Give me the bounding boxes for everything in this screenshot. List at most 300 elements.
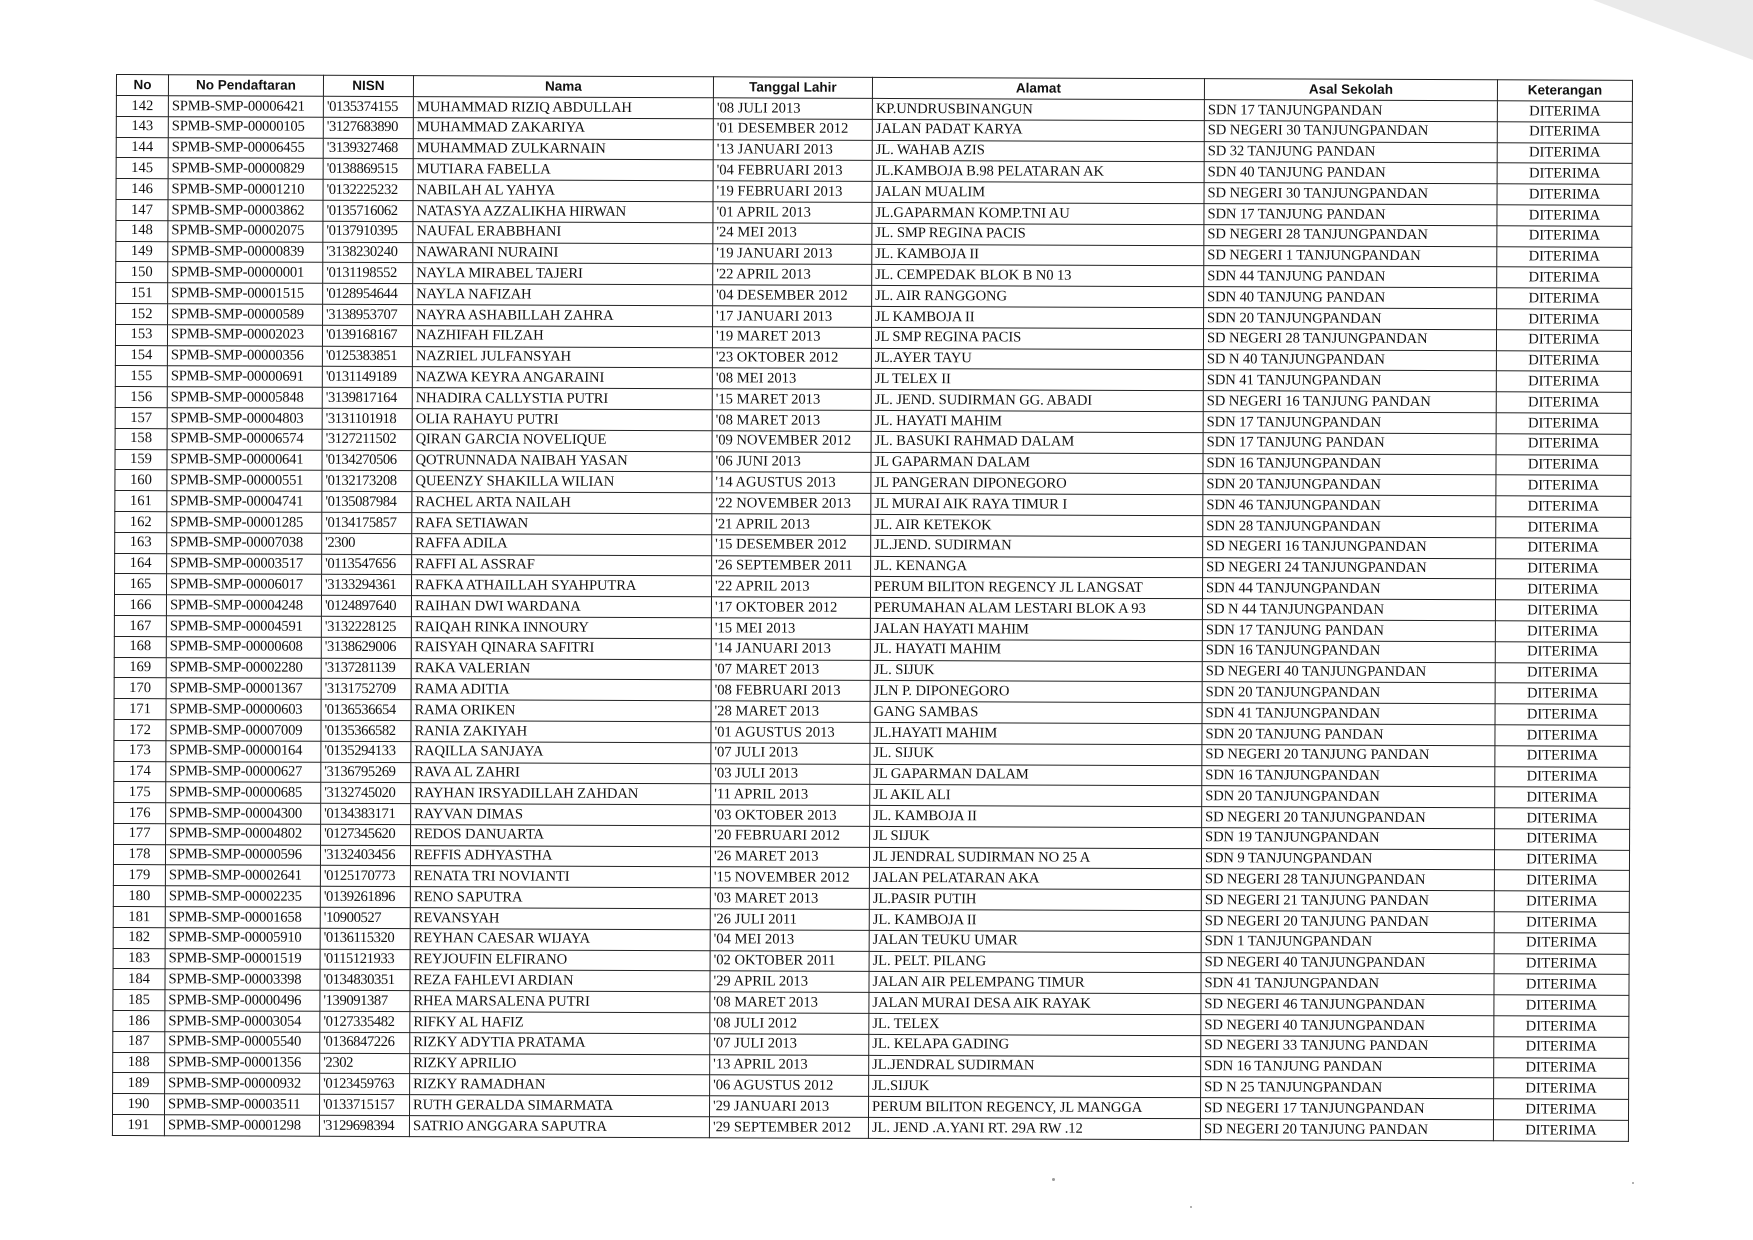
- birth-date-cell: '22 APRIL 2013: [711, 576, 870, 597]
- nisn-cell: '3127211502: [322, 429, 412, 450]
- status-cell: DITERIMA: [1495, 725, 1630, 746]
- nisn-cell: '0137910395: [323, 221, 413, 242]
- address-cell: JL. KAMBOJA II: [870, 805, 1202, 827]
- status-cell: DITERIMA: [1495, 746, 1630, 767]
- birth-date-cell: '08 FEBRUARI 2013: [711, 680, 870, 701]
- name-cell: NAZWA KEYRA ANGARAINI: [412, 367, 712, 389]
- status-cell: DITERIMA: [1494, 933, 1629, 954]
- name-cell: RAYVAN DIMAS: [411, 804, 711, 826]
- status-cell: DITERIMA: [1495, 621, 1630, 642]
- origin-school-cell: SDN 9 TANJUNGPANDAN: [1201, 848, 1494, 870]
- registration-number-cell: SPMB-SMP-00000691: [167, 366, 322, 387]
- registration-number-cell: SPMB-SMP-00000685: [166, 782, 321, 803]
- birth-date-cell: '03 MARET 2013: [710, 888, 869, 909]
- no-cell: 185: [113, 990, 165, 1011]
- name-cell: QUEENZY SHAKILLA WILIAN: [412, 471, 712, 493]
- birth-date-cell: '08 MARET 2013: [710, 992, 869, 1013]
- origin-school-cell: SD NEGERI 33 TANJUNG PANDAN: [1201, 1036, 1494, 1058]
- status-cell: DITERIMA: [1496, 434, 1631, 455]
- birth-date-cell: '15 NOVEMBER 2012: [710, 867, 869, 888]
- registration-number-cell: SPMB-SMP-00000829: [168, 158, 323, 179]
- address-cell: PERUM BILITON REGENCY JL LANGSAT: [870, 577, 1202, 599]
- origin-school-cell: SDN 16 TANJUNGPANDAN: [1202, 640, 1495, 662]
- status-cell: DITERIMA: [1494, 870, 1629, 891]
- no-cell: 187: [113, 1031, 165, 1052]
- registration-number-cell: SPMB-SMP-00001298: [164, 1115, 319, 1136]
- name-cell: RAMA ORIKEN: [411, 700, 711, 722]
- registration-number-cell: SPMB-SMP-00000839: [168, 241, 323, 262]
- status-cell: DITERIMA: [1493, 1120, 1628, 1141]
- name-cell: NAWARANI NURAINI: [413, 242, 713, 264]
- origin-school-cell: SDN 17 TANJUNGPANDAN: [1204, 100, 1497, 122]
- address-cell: JLN P. DIPONEGORO: [870, 681, 1202, 703]
- nisn-cell: '0139261896: [320, 887, 410, 908]
- status-cell: DITERIMA: [1494, 1078, 1629, 1099]
- name-cell: NAYLA NAFIZAH: [413, 284, 713, 306]
- name-cell: RIFKY AL HAFIZ: [410, 1012, 710, 1034]
- registration-number-cell: SPMB-SMP-00000164: [166, 740, 321, 761]
- registration-number-cell: SPMB-SMP-00000603: [166, 699, 321, 720]
- birth-date-cell: '19 JANUARI 2013: [713, 243, 872, 264]
- status-cell: DITERIMA: [1495, 683, 1630, 704]
- status-cell: DITERIMA: [1494, 891, 1629, 912]
- registration-number-cell: SPMB-SMP-00003398: [165, 969, 320, 990]
- status-cell: DITERIMA: [1496, 350, 1631, 371]
- no-cell: 163: [115, 532, 167, 553]
- nisn-cell: '139091387: [320, 991, 410, 1012]
- origin-school-cell: SD N 44 TANJUNGPANDAN: [1202, 599, 1495, 621]
- no-cell: 174: [114, 761, 166, 782]
- name-cell: NABILAH AL YAHYA: [413, 180, 713, 202]
- origin-school-cell: SDN 17 TANJUNG PANDAN: [1202, 620, 1495, 642]
- status-cell: DITERIMA: [1496, 538, 1631, 559]
- no-cell: 167: [114, 615, 166, 636]
- address-cell: JALAN PELATARAN AKA: [869, 868, 1201, 890]
- address-cell: JL. KAMBOJA II: [869, 909, 1201, 931]
- address-cell: JL. TELEX: [869, 1013, 1201, 1035]
- origin-school-cell: SDN 1 TANJUNGPANDAN: [1201, 932, 1494, 954]
- name-cell: NAZHIFAH FILZAH: [412, 325, 712, 347]
- scan-speck: [1190, 1206, 1192, 1208]
- nisn-cell: '3132403456: [320, 845, 410, 866]
- registration-number-cell: SPMB-SMP-00004248: [166, 595, 321, 616]
- status-cell: DITERIMA: [1497, 184, 1632, 205]
- origin-school-cell: SDN 44 TANJUNGPANDAN: [1202, 578, 1495, 600]
- registration-number-cell: SPMB-SMP-00003862: [168, 200, 323, 221]
- nisn-cell: '3133294361: [321, 575, 411, 596]
- origin-school-cell: SD NEGERI 20 TANJUNG PANDAN: [1202, 744, 1495, 766]
- name-cell: NAYLA MIRABEL TAJERI: [413, 263, 713, 285]
- nisn-cell: '0135716062: [323, 200, 413, 221]
- no-cell: 152: [116, 303, 168, 324]
- status-cell: DITERIMA: [1497, 226, 1632, 247]
- status-cell: DITERIMA: [1494, 1057, 1629, 1078]
- status-cell: DITERIMA: [1495, 787, 1630, 808]
- birth-date-cell: '13 JANUARI 2013: [713, 139, 872, 160]
- no-cell: 180: [113, 886, 165, 907]
- name-cell: RACHEL ARTA NAILAH: [412, 492, 712, 514]
- status-cell: DITERIMA: [1497, 205, 1632, 226]
- name-cell: RAISYAH QINARA SAFITRI: [411, 637, 711, 659]
- birth-date-cell: '28 MARET 2013: [711, 701, 870, 722]
- nisn-cell: '10900527: [320, 907, 410, 928]
- address-cell: JL GAPARMAN DALAM: [871, 452, 1203, 474]
- address-cell: JL.JEND. SUDIRMAN: [871, 535, 1203, 557]
- registration-number-cell: SPMB-SMP-00004300: [166, 803, 321, 824]
- status-cell: DITERIMA: [1497, 288, 1632, 309]
- name-cell: REVANSYAH: [410, 908, 710, 930]
- address-cell: JL. KELAPA GADING: [869, 1034, 1201, 1056]
- nisn-cell: '0135374155: [323, 96, 413, 117]
- address-cell: JL SIJUK: [870, 826, 1202, 848]
- no-cell: 153: [115, 324, 167, 345]
- registration-number-cell: SPMB-SMP-00003511: [165, 1094, 320, 1115]
- registration-number-cell: SPMB-SMP-00001367: [166, 678, 321, 699]
- header-no-pendaftaran: No Pendaftaran: [168, 75, 323, 97]
- name-cell: REZA FAHLEVI ARDIAN: [410, 970, 710, 992]
- address-cell: JL.SIJUK: [869, 1076, 1201, 1098]
- address-cell: JL.PASIR PUTIH: [869, 889, 1201, 911]
- nisn-cell: '3138629006: [321, 637, 411, 658]
- nisn-cell: '0135294133: [321, 741, 411, 762]
- origin-school-cell: SD NEGERI 24 TANJUNGPANDAN: [1203, 557, 1496, 579]
- birth-date-cell: '17 JANUARI 2013: [713, 306, 872, 327]
- name-cell: RAIHAN DWI WARDANA: [411, 596, 711, 618]
- nisn-cell: '2300: [322, 533, 412, 554]
- scan-speck: [1052, 1178, 1055, 1181]
- origin-school-cell: SD NEGERI 46 TANJUNGPANDAN: [1201, 994, 1494, 1016]
- header-no: No: [116, 75, 168, 96]
- origin-school-cell: SDN 41 TANJUNGPANDAN: [1202, 703, 1495, 725]
- origin-school-cell: SDN 20 TANJUNGPANDAN: [1203, 474, 1496, 496]
- address-cell: JL AKIL ALI: [870, 785, 1202, 807]
- birth-date-cell: '08 JULI 2013: [713, 98, 872, 119]
- registration-number-cell: SPMB-SMP-00000608: [166, 636, 321, 657]
- header-alamat: Alamat: [872, 77, 1204, 99]
- nisn-cell: '3131752709: [321, 679, 411, 700]
- address-cell: JALAN PADAT KARYA: [872, 119, 1204, 141]
- status-cell: DITERIMA: [1497, 309, 1632, 330]
- address-cell: JL. SMP REGINA PACIS: [872, 223, 1204, 245]
- birth-date-cell: '08 JULI 2012: [710, 1013, 869, 1034]
- status-cell: DITERIMA: [1495, 642, 1630, 663]
- birth-date-cell: '26 JULI 2011: [710, 909, 869, 930]
- birth-date-cell: '19 FEBRUARI 2013: [713, 181, 872, 202]
- nisn-cell: '0134175857: [322, 512, 412, 533]
- address-cell: JL MURAI AIK RAYA TIMUR I: [871, 494, 1203, 516]
- name-cell: RAIQAH RINKA INNOURY: [411, 617, 711, 639]
- registration-number-cell: SPMB-SMP-00001210: [168, 179, 323, 200]
- no-cell: 184: [113, 969, 165, 990]
- no-cell: 179: [113, 865, 165, 886]
- no-cell: 160: [115, 470, 167, 491]
- origin-school-cell: SD NEGERI 28 TANJUNGPANDAN: [1201, 869, 1494, 891]
- name-cell: RIZKY RAMADHAN: [410, 1074, 710, 1096]
- no-cell: 190: [113, 1094, 165, 1115]
- nisn-cell: '0136847226: [320, 1032, 410, 1053]
- address-cell: JALAN AIR PELEMPANG TIMUR: [869, 972, 1201, 994]
- birth-date-cell: '02 OKTOBER 2011: [710, 950, 869, 971]
- name-cell: RAFFI AL ASSRAF: [412, 554, 712, 576]
- scan-speck: [1632, 1182, 1634, 1184]
- no-cell: 156: [115, 387, 167, 408]
- name-cell: QIRAN GARCIA NOVELIQUE: [412, 429, 712, 451]
- status-cell: DITERIMA: [1494, 974, 1629, 995]
- header-keterangan: Keterangan: [1497, 80, 1632, 102]
- nisn-cell: '2302: [320, 1053, 410, 1074]
- address-cell: JL. BASUKI RAHMAD DALAM: [871, 431, 1203, 453]
- birth-date-cell: '20 FEBRUARI 2012: [711, 826, 870, 847]
- no-cell: 142: [116, 96, 168, 117]
- address-cell: JL. JEND .A.YANI RT. 29A RW .12: [868, 1117, 1200, 1139]
- origin-school-cell: SD NEGERI 21 TANJUNG PANDAN: [1201, 890, 1494, 912]
- status-cell: DITERIMA: [1497, 246, 1632, 267]
- name-cell: QOTRUNNADA NAIBAH YASAN: [412, 450, 712, 472]
- status-cell: DITERIMA: [1496, 371, 1631, 392]
- registration-number-cell: SPMB-SMP-00000356: [167, 345, 322, 366]
- table-row: [112, 1115, 1628, 1142]
- registration-number-cell: SPMB-SMP-00005540: [165, 1032, 320, 1053]
- birth-date-cell: '01 APRIL 2013: [713, 202, 872, 223]
- origin-school-cell: SD NEGERI 20 TANJUNG PANDAN: [1200, 1119, 1493, 1141]
- nisn-cell: '0131198552: [323, 263, 413, 284]
- nisn-cell: '0124897640: [321, 595, 411, 616]
- no-cell: 177: [114, 823, 166, 844]
- status-cell: DITERIMA: [1494, 1037, 1629, 1058]
- birth-date-cell: '04 FEBRUARI 2013: [713, 160, 872, 181]
- name-cell: OLIA RAHAYU PUTRI: [412, 409, 712, 431]
- no-cell: 148: [116, 220, 168, 241]
- no-cell: 143: [116, 116, 168, 137]
- status-cell: DITERIMA: [1495, 579, 1630, 600]
- no-cell: 166: [114, 595, 166, 616]
- name-cell: RIZKY APRILIO: [410, 1053, 710, 1075]
- address-cell: JL. HAYATI MAHIM: [870, 639, 1202, 661]
- table-body: [112, 96, 1632, 1142]
- birth-date-cell: '08 MEI 2013: [712, 368, 871, 389]
- birth-date-cell: '13 APRIL 2013: [710, 1054, 869, 1075]
- name-cell: NHADIRA CALLYSTIA PUTRI: [412, 388, 712, 410]
- nisn-cell: '0125170773: [320, 866, 410, 887]
- registration-number-cell: SPMB-SMP-00000496: [165, 990, 320, 1011]
- nisn-cell: '3138230240: [323, 242, 413, 263]
- status-cell: DITERIMA: [1494, 849, 1629, 870]
- registration-number-cell: SPMB-SMP-00004591: [166, 616, 321, 637]
- registration-number-cell: SPMB-SMP-00003054: [165, 1011, 320, 1032]
- status-cell: DITERIMA: [1495, 704, 1630, 725]
- birth-date-cell: '29 APRIL 2013: [710, 971, 869, 992]
- address-cell: JL. JEND. SUDIRMAN GG. ABADI: [871, 390, 1203, 412]
- no-cell: 157: [115, 407, 167, 428]
- nisn-cell: '0134383171: [321, 803, 411, 824]
- nisn-cell: '0134270506: [322, 450, 412, 471]
- address-cell: JALAN TEUKU UMAR: [869, 930, 1201, 952]
- registration-table: [112, 74, 1633, 1142]
- no-cell: 176: [114, 803, 166, 824]
- nisn-cell: '0139168167: [322, 325, 412, 346]
- name-cell: RAVA AL ZAHRI: [411, 762, 711, 784]
- address-cell: JL.AYER TAYU: [871, 348, 1203, 370]
- nisn-cell: '0136115320: [320, 928, 410, 949]
- address-cell: JL. SIJUK: [870, 660, 1202, 682]
- header-nisn: NISN: [323, 75, 413, 96]
- birth-date-cell: '06 JUNI 2013: [712, 451, 871, 472]
- status-cell: DITERIMA: [1497, 122, 1632, 143]
- birth-date-cell: '03 JULI 2013: [711, 763, 870, 784]
- registration-number-cell: SPMB-SMP-00001285: [167, 512, 322, 533]
- nisn-cell: '3132745020: [321, 783, 411, 804]
- registration-number-cell: SPMB-SMP-00000641: [167, 449, 322, 470]
- registration-number-cell: SPMB-SMP-00002235: [165, 886, 320, 907]
- birth-date-cell: '07 JULI 2013: [711, 742, 870, 763]
- registration-number-cell: SPMB-SMP-00001356: [165, 1052, 320, 1073]
- scan-corner-fold: [1593, 0, 1753, 60]
- registration-number-cell: SPMB-SMP-00007009: [166, 720, 321, 741]
- birth-date-cell: '01 AGUSTUS 2013: [711, 722, 870, 743]
- origin-school-cell: SDN 20 TANJUNGPANDAN: [1202, 786, 1495, 808]
- origin-school-cell: SDN 20 TANJUNGPANDAN: [1202, 682, 1495, 704]
- address-cell: PERUM BILITON REGENCY, JL MANGGA: [868, 1097, 1200, 1119]
- status-cell: DITERIMA: [1497, 142, 1632, 163]
- birth-date-cell: '24 MEI 2013: [713, 223, 872, 244]
- origin-school-cell: SDN 46 TANJUNGPANDAN: [1203, 495, 1496, 517]
- origin-school-cell: SDN 41 TANJUNGPANDAN: [1201, 973, 1494, 995]
- registration-number-cell: SPMB-SMP-00000627: [166, 761, 321, 782]
- name-cell: MUHAMMAD ZAKARIYA: [413, 117, 713, 139]
- registration-number-cell: SPMB-SMP-00000932: [165, 1073, 320, 1094]
- nisn-cell: '3139817164: [322, 387, 412, 408]
- no-cell: 173: [114, 740, 166, 761]
- address-cell: JL SMP REGINA PACIS: [871, 327, 1203, 349]
- name-cell: SATRIO ANGGARA SAPUTRA: [409, 1116, 709, 1138]
- birth-date-cell: '26 SEPTEMBER 2011: [712, 555, 871, 576]
- status-cell: DITERIMA: [1496, 454, 1631, 475]
- address-cell: KP.UNDRUSBINANGUN: [872, 98, 1204, 120]
- status-cell: DITERIMA: [1496, 558, 1631, 579]
- origin-school-cell: SDN 20 TANJUNGPANDAN: [1204, 308, 1497, 330]
- nisn-cell: '0131149189: [322, 367, 412, 388]
- nisn-cell: '0125383851: [322, 346, 412, 367]
- address-cell: JL. PELT. PILANG: [869, 951, 1201, 973]
- birth-date-cell: '23 OKTOBER 2012: [712, 347, 871, 368]
- origin-school-cell: SDN 17 TANJUNGPANDAN: [1203, 412, 1496, 434]
- status-cell: DITERIMA: [1496, 392, 1631, 413]
- registration-number-cell: SPMB-SMP-00005848: [167, 387, 322, 408]
- birth-date-cell: '21 APRIL 2013: [712, 514, 871, 535]
- nisn-cell: '0127335482: [320, 1011, 410, 1032]
- no-cell: 164: [115, 553, 167, 574]
- origin-school-cell: SDN 20 TANJUNG PANDAN: [1202, 724, 1495, 746]
- registration-number-cell: SPMB-SMP-00006017: [167, 574, 322, 595]
- status-cell: DITERIMA: [1496, 517, 1631, 538]
- birth-date-cell: '03 OKTOBER 2013: [711, 805, 870, 826]
- nisn-cell: '0127345620: [321, 824, 411, 845]
- name-cell: MUTIARA FABELLA: [413, 159, 713, 181]
- registration-number-cell: SPMB-SMP-00006455: [168, 137, 323, 158]
- name-cell: RUTH GERALDA SIMARMATA: [410, 1095, 710, 1117]
- registration-number-cell: SPMB-SMP-00006421: [168, 96, 323, 117]
- name-cell: RENO SAPUTRA: [410, 887, 710, 909]
- registration-number-cell: SPMB-SMP-00000001: [168, 262, 323, 283]
- no-cell: 165: [115, 574, 167, 595]
- status-cell: DITERIMA: [1496, 475, 1631, 496]
- no-cell: 171: [114, 699, 166, 720]
- name-cell: RANIA ZAKIYAH: [411, 721, 711, 743]
- nisn-cell: '0138869515: [323, 159, 413, 180]
- no-cell: 181: [113, 907, 165, 928]
- birth-date-cell: '15 DESEMBER 2012: [712, 535, 871, 556]
- address-cell: JL. AIR RANGGONG: [872, 286, 1204, 308]
- nisn-cell: '0113547656: [322, 554, 412, 575]
- nisn-cell: '3139327468: [323, 138, 413, 159]
- origin-school-cell: SD NEGERI 28 TANJUNGPANDAN: [1204, 224, 1497, 246]
- origin-school-cell: SDN 16 TANJUNGPANDAN: [1203, 453, 1496, 475]
- origin-school-cell: SDN 41 TANJUNGPANDAN: [1203, 370, 1496, 392]
- no-cell: 146: [116, 179, 168, 200]
- origin-school-cell: SDN 16 TANJUNGPANDAN: [1202, 765, 1495, 787]
- birth-date-cell: '09 NOVEMBER 2012: [712, 431, 871, 452]
- registration-number-cell: SPMB-SMP-00002075: [168, 220, 323, 241]
- origin-school-cell: SD N 25 TANJUNGPANDAN: [1201, 1077, 1494, 1099]
- name-cell: RENATA TRI NOVIANTI: [410, 866, 710, 888]
- name-cell: NAZRIEL JULFANSYAH: [412, 346, 712, 368]
- origin-school-cell: SD NEGERI 17 TANJUNGPANDAN: [1200, 1098, 1493, 1120]
- origin-school-cell: SD NEGERI 16 TANJUNG PANDAN: [1203, 391, 1496, 413]
- status-cell: DITERIMA: [1495, 829, 1630, 850]
- origin-school-cell: SDN 16 TANJUNG PANDAN: [1201, 1056, 1494, 1078]
- no-cell: 170: [114, 678, 166, 699]
- origin-school-cell: SD NEGERI 30 TANJUNGPANDAN: [1204, 120, 1497, 142]
- name-cell: RAQILLA SANJAYA: [411, 741, 711, 763]
- name-cell: NAYRA ASHABILLAH ZAHRA: [413, 305, 713, 327]
- no-cell: 178: [113, 844, 165, 865]
- no-cell: 162: [115, 511, 167, 532]
- header-asal-sekolah: Asal Sekolah: [1204, 79, 1497, 101]
- birth-date-cell: '22 NOVEMBER 2013: [712, 493, 871, 514]
- name-cell: RHEA MARSALENA PUTRI: [410, 991, 710, 1013]
- no-cell: 149: [116, 241, 168, 262]
- address-cell: JL. WAHAB AZIS: [872, 140, 1204, 162]
- nisn-cell: '3127683890: [323, 117, 413, 138]
- no-cell: 147: [116, 199, 168, 220]
- birth-date-cell: '17 OKTOBER 2012: [711, 597, 870, 618]
- name-cell: REDOS DANUARTA: [411, 825, 711, 847]
- address-cell: JALAN MUALIM: [872, 182, 1204, 204]
- nisn-cell: '0136536654: [321, 699, 411, 720]
- nisn-cell: '3137281139: [321, 658, 411, 679]
- no-cell: 161: [115, 491, 167, 512]
- nisn-cell: '0123459763: [320, 1074, 410, 1095]
- nisn-cell: '0135366582: [321, 720, 411, 741]
- address-cell: JL.JENDRAL SUDIRMAN: [869, 1055, 1201, 1077]
- no-cell: 188: [113, 1052, 165, 1073]
- no-cell: 151: [116, 283, 168, 304]
- no-cell: 189: [113, 1073, 165, 1094]
- no-cell: 154: [115, 345, 167, 366]
- name-cell: NATASYA AZZALIKHA HIRWAN: [413, 201, 713, 223]
- address-cell: JL.HAYATI MAHIM: [870, 722, 1202, 744]
- birth-date-cell: '08 MARET 2013: [712, 410, 871, 431]
- nisn-cell: '3131101918: [322, 408, 412, 429]
- name-cell: REFFIS ADHYASTHA: [410, 845, 710, 867]
- registration-number-cell: SPMB-SMP-00000589: [168, 304, 323, 325]
- status-cell: DITERIMA: [1495, 600, 1630, 621]
- birth-date-cell: '04 MEI 2013: [710, 930, 869, 951]
- origin-school-cell: SDN 19 TANJUNGPANDAN: [1202, 828, 1495, 850]
- nisn-cell: '0128954644: [323, 283, 413, 304]
- registration-number-cell: SPMB-SMP-00004803: [167, 408, 322, 429]
- origin-school-cell: SDN 40 TANJUNG PANDAN: [1204, 287, 1497, 309]
